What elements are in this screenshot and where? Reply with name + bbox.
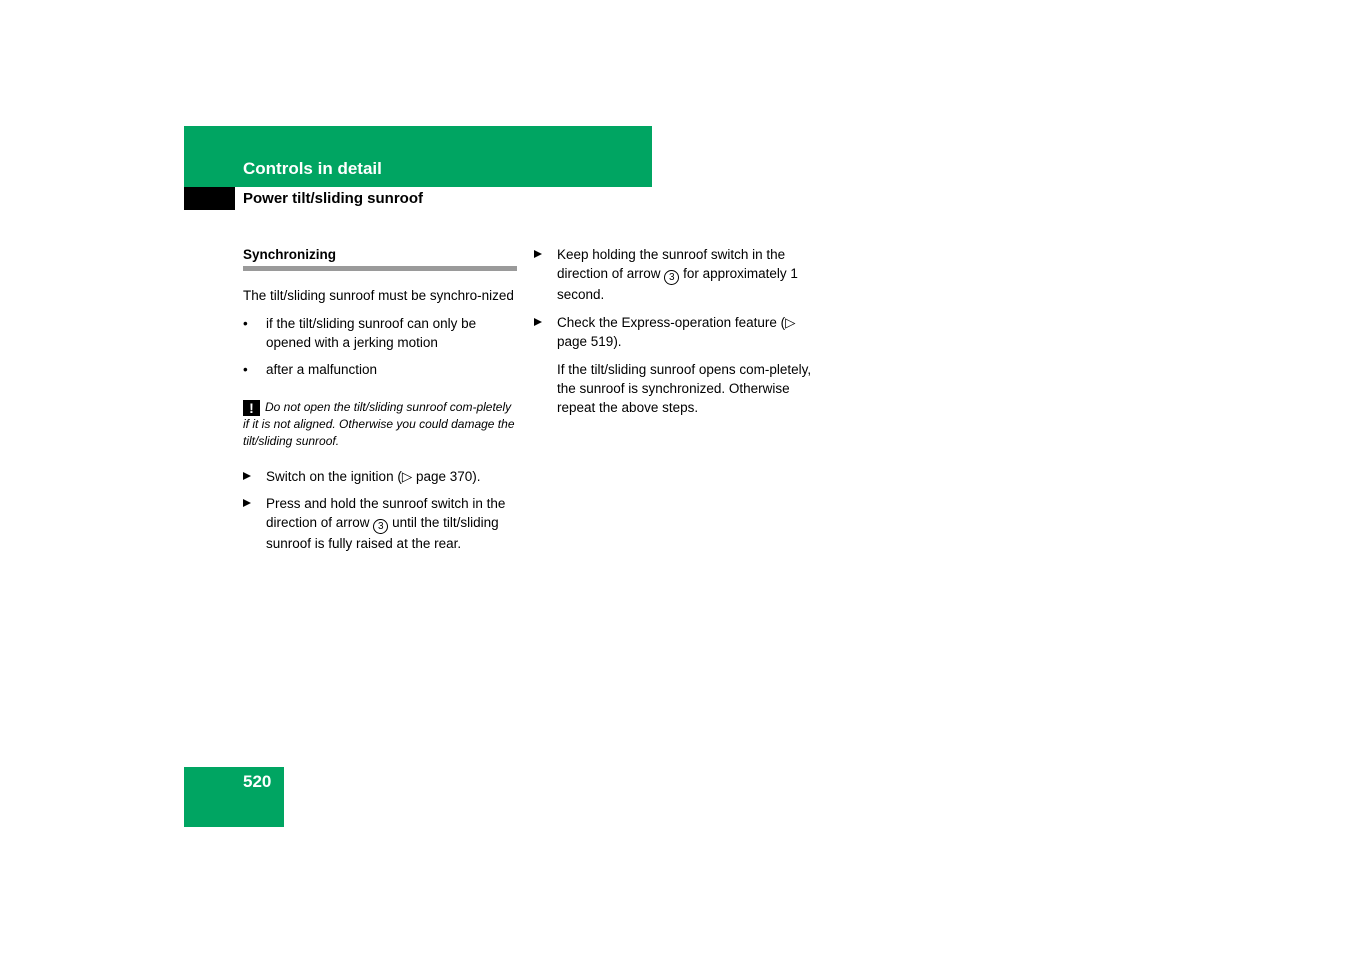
instruction-step bbox=[243, 494, 517, 553]
instruction-step bbox=[243, 467, 517, 486]
step-triangle-icon bbox=[534, 318, 542, 326]
step-text-after: until the tilt/sliding sunroof is fully raised at the rear. bbox=[266, 515, 499, 551]
step-triangle-icon bbox=[243, 499, 251, 507]
bullet-text: if the tilt/sliding sunroof can only be opened with a jerking motion bbox=[266, 316, 477, 350]
page-reference[interactable]: ▷ page 519 bbox=[557, 315, 796, 349]
step-triangle-icon bbox=[243, 472, 251, 480]
bullet-icon: • bbox=[243, 362, 248, 377]
subsection-title: Power tilt/sliding sunroof bbox=[243, 190, 423, 207]
instruction-step bbox=[534, 245, 814, 304]
page-number: 520 bbox=[243, 772, 272, 791]
arrow-number-icon: 3 bbox=[664, 270, 679, 285]
right-column bbox=[534, 245, 814, 431]
arrow-number-icon: 3 bbox=[373, 519, 388, 534]
step-text-after: for approximately 1 second. bbox=[557, 266, 798, 302]
intro-paragraph: The tilt/sliding sunroof must be synchro-nized bbox=[243, 288, 514, 303]
bullet-text: after a malfunction bbox=[266, 362, 378, 377]
list-item bbox=[243, 360, 517, 379]
synchronizing-heading: Synchronizing bbox=[243, 245, 517, 271]
result-paragraph: If the tilt/sliding sunroof opens com-pletely, the sunroof is synchronized. Otherwise repeat the above steps. bbox=[557, 362, 812, 415]
step-text-after: ). bbox=[472, 469, 481, 484]
left-column bbox=[243, 245, 517, 561]
bullet-icon: • bbox=[243, 316, 248, 331]
list-item bbox=[243, 314, 517, 352]
section-title: Controls in detail bbox=[243, 159, 382, 178]
step-text-before: Check the Express-operation feature ( bbox=[557, 315, 786, 330]
step-text-before: Keep holding the sunroof switch in the direction of arrow bbox=[557, 247, 786, 281]
warning-note bbox=[243, 399, 517, 450]
warning-icon: ! bbox=[243, 400, 260, 416]
instruction-step bbox=[534, 313, 814, 351]
step-triangle-icon bbox=[534, 250, 542, 258]
step-text-after: ). bbox=[613, 334, 622, 349]
page-reference[interactable]: ▷ page 370 bbox=[401, 469, 473, 484]
step-text-before: Switch on the ignition ( bbox=[266, 469, 402, 484]
warning-text: Do not open the tilt/sliding sunroof com-pletely if it is not aligned. Otherwise you could damage the tilt/sliding sunroof. bbox=[243, 400, 515, 448]
step-text-before: Press and hold the sunroof switch in the direction of arrow bbox=[266, 496, 506, 530]
section-marker bbox=[184, 187, 235, 210]
